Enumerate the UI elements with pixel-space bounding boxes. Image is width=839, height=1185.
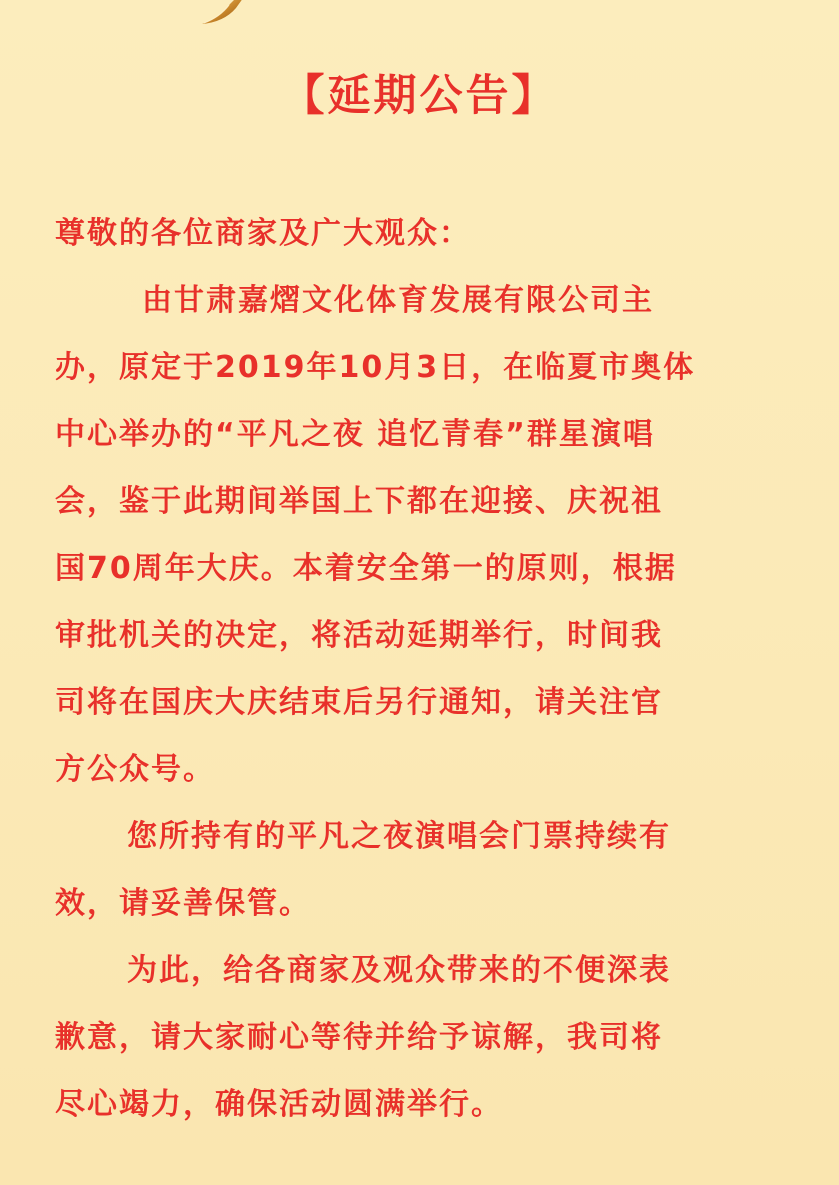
paragraph-line: 办，原定于2019年10月3日，在临夏市奥体 (55, 350, 696, 385)
greeting-line: 尊敬的各位商家及广大观众： (55, 216, 471, 251)
paragraph-line: 审批机关的决定，将活动延期举行，时间我 (55, 618, 663, 653)
paragraph-line: 效，请妥善保管。 (55, 886, 311, 921)
paragraph-line: 司将在国庆大庆结束后另行通知，请关注官 (55, 685, 663, 720)
paragraph-tickets (55, 803, 785, 937)
paragraph-line: 国70周年大庆。本着安全第一的原则，根据 (55, 551, 677, 586)
pen-nib-decoration (200, 0, 248, 26)
paragraph-apology (55, 937, 785, 1138)
paragraph-line: 由甘肃嘉熠文化体育发展有限公司主 (142, 283, 654, 318)
notice-title: 【延期公告】 (281, 71, 558, 121)
paragraph-postponement (55, 267, 785, 803)
paragraph-line: 为此，给各商家及观众带来的不便深表 (127, 953, 671, 988)
paragraph-line: 歉意，请大家耐心等待并给予谅解，我司将 (55, 1020, 663, 1055)
paragraph-line: 中心举办的“平凡之夜 追忆青春”群星演唱 (55, 417, 655, 452)
notice-body (55, 200, 785, 1138)
paragraph-line: 会，鉴于此期间举国上下都在迎接、庆祝祖 (55, 484, 663, 519)
paragraph-line: 方公众号。 (55, 752, 215, 787)
paragraph-line: 尽心竭力，确保活动圆满举行。 (55, 1087, 503, 1122)
paragraph-line: 您所持有的平凡之夜演唱会门票持续有 (127, 819, 671, 854)
